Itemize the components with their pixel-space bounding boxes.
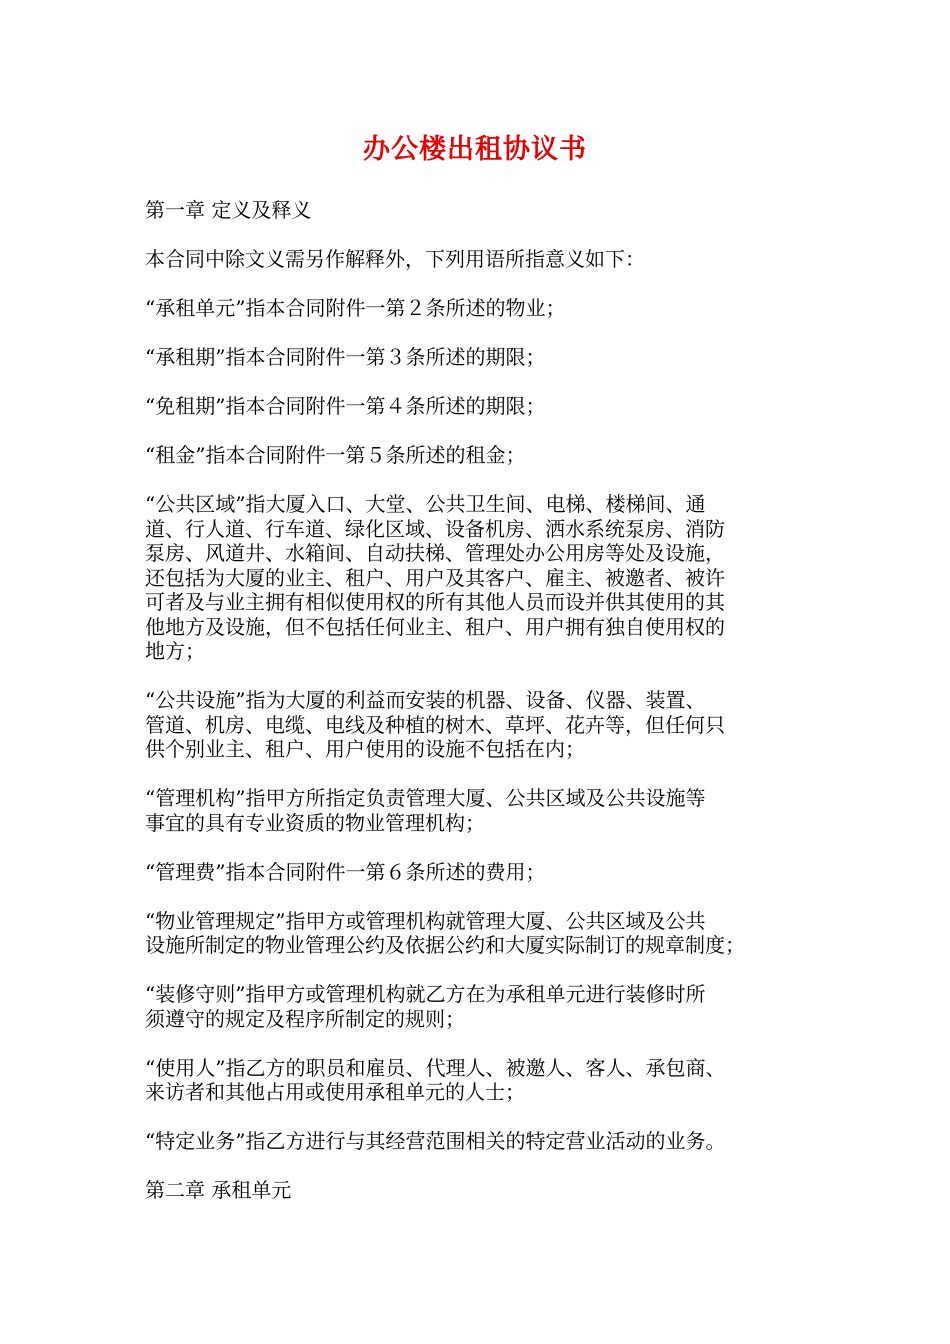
paragraph xyxy=(145,443,825,468)
text-line: 泵房、风道井、水箱间、自动扶梯、管理处办公用房等处及设施， xyxy=(145,541,725,565)
text-line: “承租期”指本合同附件一第３条所述的期限； xyxy=(145,345,546,369)
paragraph xyxy=(145,860,825,885)
text-line: 还包括为大厦的业主、租户、用户及其客户、雇主、被邀者、被许 xyxy=(145,565,725,590)
paragraph xyxy=(145,909,825,958)
text-line: “管理费”指本合同附件一第６条所述的费用； xyxy=(145,859,546,884)
text-line: “租金”指本合同附件一第５条所述的租金； xyxy=(145,443,526,467)
text-line: “公共区域”指大厦入口、大堂、公共卫生间、电梯、楼梯间、通 xyxy=(145,492,706,516)
paragraph xyxy=(145,394,825,419)
text-line: “公共设施”指为大厦的利益而安装的机器、设备、仪器、装置、 xyxy=(145,688,706,712)
paragraph xyxy=(145,198,825,223)
text-line: 第一章 定义及释义 xyxy=(145,198,312,222)
document-body xyxy=(145,198,825,1203)
text-line: 可者及与业主拥有相似使用权的所有其他人员而设并供其使用的其 xyxy=(145,590,725,614)
paragraph xyxy=(145,1056,825,1105)
text-line: 设施所制定的物业管理公约及依据公约和大厦实际制订的规章制度； xyxy=(145,933,745,957)
text-line: 道、行人道、行车道、绿化区域、设备机房、洒水系统泵房、消防 xyxy=(145,516,725,541)
paragraph xyxy=(145,492,825,664)
text-line: “管理机构”指甲方所指定负责管理大厦、公共区域及公共设施等 xyxy=(145,786,706,810)
text-line: “使用人”指乙方的职员和雇员、代理人、被邀人、客人、承包商、 xyxy=(145,1055,726,1080)
paragraph xyxy=(145,247,825,272)
paragraph xyxy=(145,982,825,1031)
text-line: “物业管理规定”指甲方或管理机构就管理大厦、公共区域及公共 xyxy=(145,908,706,933)
text-line: 地方； xyxy=(145,639,205,663)
document-title: 办公楼出租协议书 xyxy=(363,134,587,165)
text-line: 事宜的具有专业资质的物业管理机构； xyxy=(145,810,485,835)
text-line: 第二章 承租单元 xyxy=(145,1178,292,1202)
text-line: 本合同中除文义需另作解释外，下列用语所指意义如下： xyxy=(145,247,645,271)
paragraph xyxy=(145,688,825,762)
paragraph xyxy=(145,1178,825,1203)
text-line: 他地方及设施，但不包括任何业主、租户、用户拥有独自使用权的 xyxy=(145,614,725,639)
text-line: “装修守则”指甲方或管理机构就乙方在为承租单元进行装修时所 xyxy=(145,982,706,1006)
paragraph xyxy=(145,296,825,321)
paragraph xyxy=(145,1129,825,1154)
text-line: 须遵守的规定及程序所制定的规则； xyxy=(145,1006,465,1031)
text-line: “承租单元”指本合同附件一第２条所述的物业； xyxy=(145,296,566,320)
text-line: “特定业务”指乙方进行与其经营范围相关的特定营业活动的业务。 xyxy=(145,1129,726,1153)
paragraph xyxy=(145,345,825,370)
paragraph xyxy=(145,786,825,835)
text-line: 来访者和其他占用或使用承租单元的人士； xyxy=(145,1080,525,1104)
text-line: 管道、机房、电缆、电线及种植的树木、草坪、花卉等，但任何只 xyxy=(145,712,725,737)
text-line: “免租期”指本合同附件一第４条所述的期限； xyxy=(145,394,546,418)
text-line: 供个别业主、租户、用户使用的设施不包括在内； xyxy=(145,737,585,761)
